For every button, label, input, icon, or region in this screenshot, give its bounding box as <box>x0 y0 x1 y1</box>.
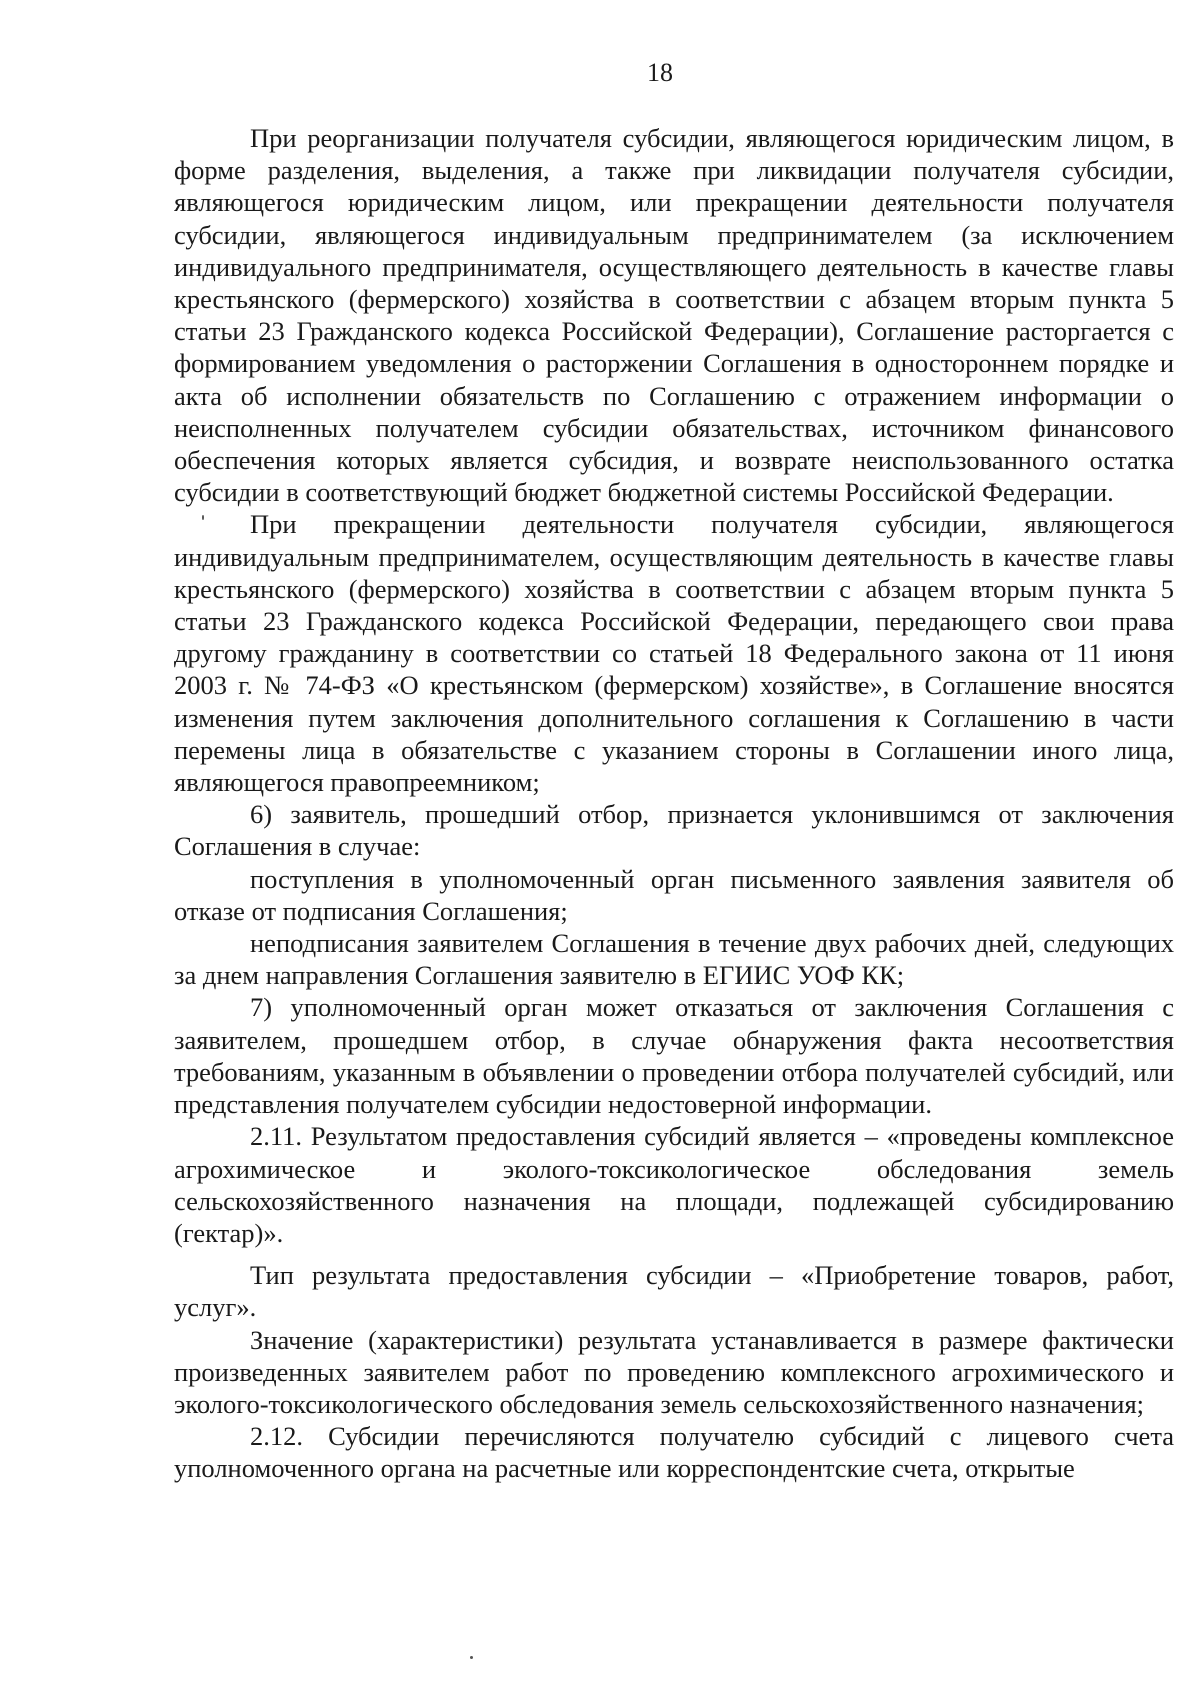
paragraph-item-7: 7) уполномоченный орган может отказаться от заключения Соглашения с заявителем, прошедшем отбор, в случае обнаружения факта несоответствия требованиям, указанным в объявлении о проведении отбора получателей субсидий, или представления получателем субсидии недостоверной информации. <box>174 992 1174 1120</box>
document-body <box>174 122 1174 1485</box>
page-number: 18 <box>647 58 673 87</box>
paragraph-reorganization: При реорганизации получателя субсидии, являющегося юридическим лицом, в форме разделения, выделения, а также при ликвидации получателя субсидии, являющегося юридическим лицом, или прекращении деятельности получателя субсидии, являющегося индивидуальным предпринимателем (за исключением индивидуального предпринимателя, осуществляющего деятельность в качестве главы крестьянского (фермерского) хозяйства в соответствии с абзацем вторым пункта 5 статьи 23 Гражданского кодекса Российской Федерации), Соглашение расторгается с формированием уведомления о расторжении Соглашения в одностороннем порядке и акта об исполнении обязательств по Соглашению с отражением информации о неисполненных получателем субсидии обязательствах, источником финансового обеспечения которых является субсидия, и возврате неиспользованного остатка субсидии в соответствующий бюджет бюджетной системы Российской Федерации. <box>174 123 1174 508</box>
paragraph-item-6-case-1: поступления в уполномоченный орган письменного заявления заявителя об отказе от подписания Соглашения; <box>174 863 1174 926</box>
paragraph-result-value: Значение (характеристики) результата устанавливается в размере фактически произведенных заявителем работ по проведению комплексного агрохимического и эколого-токсикологического обследования земель сельскохозяйственного назначения; <box>174 1324 1174 1419</box>
paragraph-2-12: 2.12. Субсидии перечисляются получателю субсидий с лицевого счета уполномоченного органа на расчетные или корреспондентские счета, открытые <box>174 1421 1174 1484</box>
paragraph-item-6-case-2: неподписания заявителем Соглашения в течение двух рабочих дней, следующих за днем направления Соглашения заявителю в ЕГИИС УОФ КК; <box>174 928 1174 991</box>
paragraph-result-type: Тип результата предоставления субсидии – «Приобретение товаров, работ, услуг». <box>174 1260 1174 1323</box>
paragraph-termination-farmer: При прекращении деятельности получателя субсидии, являющегося индивидуальным предпринимателем, осуществляющим деятельность в качестве главы крестьянского (фермерского) хозяйства в соответствии с абзацем вторым пункта 5 статьи 23 Гражданского кодекса Российской Федерации, передающего свои права другому гражданину в соответствии со статьей 18 Федерального закона от 11 июня 2003 г. № 74-ФЗ «О крестьянском (фермерском) хозяйстве», в Соглашение вносятся изменения путем заключения дополнительного соглашения к Соглашению в части перемены лица в обязательстве с указанием стороны в Соглашении иного лица, являющегося правопреемником; <box>174 509 1174 798</box>
scan-speck <box>202 515 204 520</box>
paragraph-2-11: 2.11. Результатом предоставления субсидий является – «проведены комплексное агрохимическое и эколого-токсикологическое обследования земель сельскохозяйственного назначения на площади, подлежащей субсидированию (гектар)». <box>174 1121 1174 1248</box>
paragraph-item-6: 6) заявитель, прошедший отбор, признается уклонившимся от заключения Соглашения в случае: <box>174 799 1174 862</box>
scan-speck <box>470 1656 473 1659</box>
